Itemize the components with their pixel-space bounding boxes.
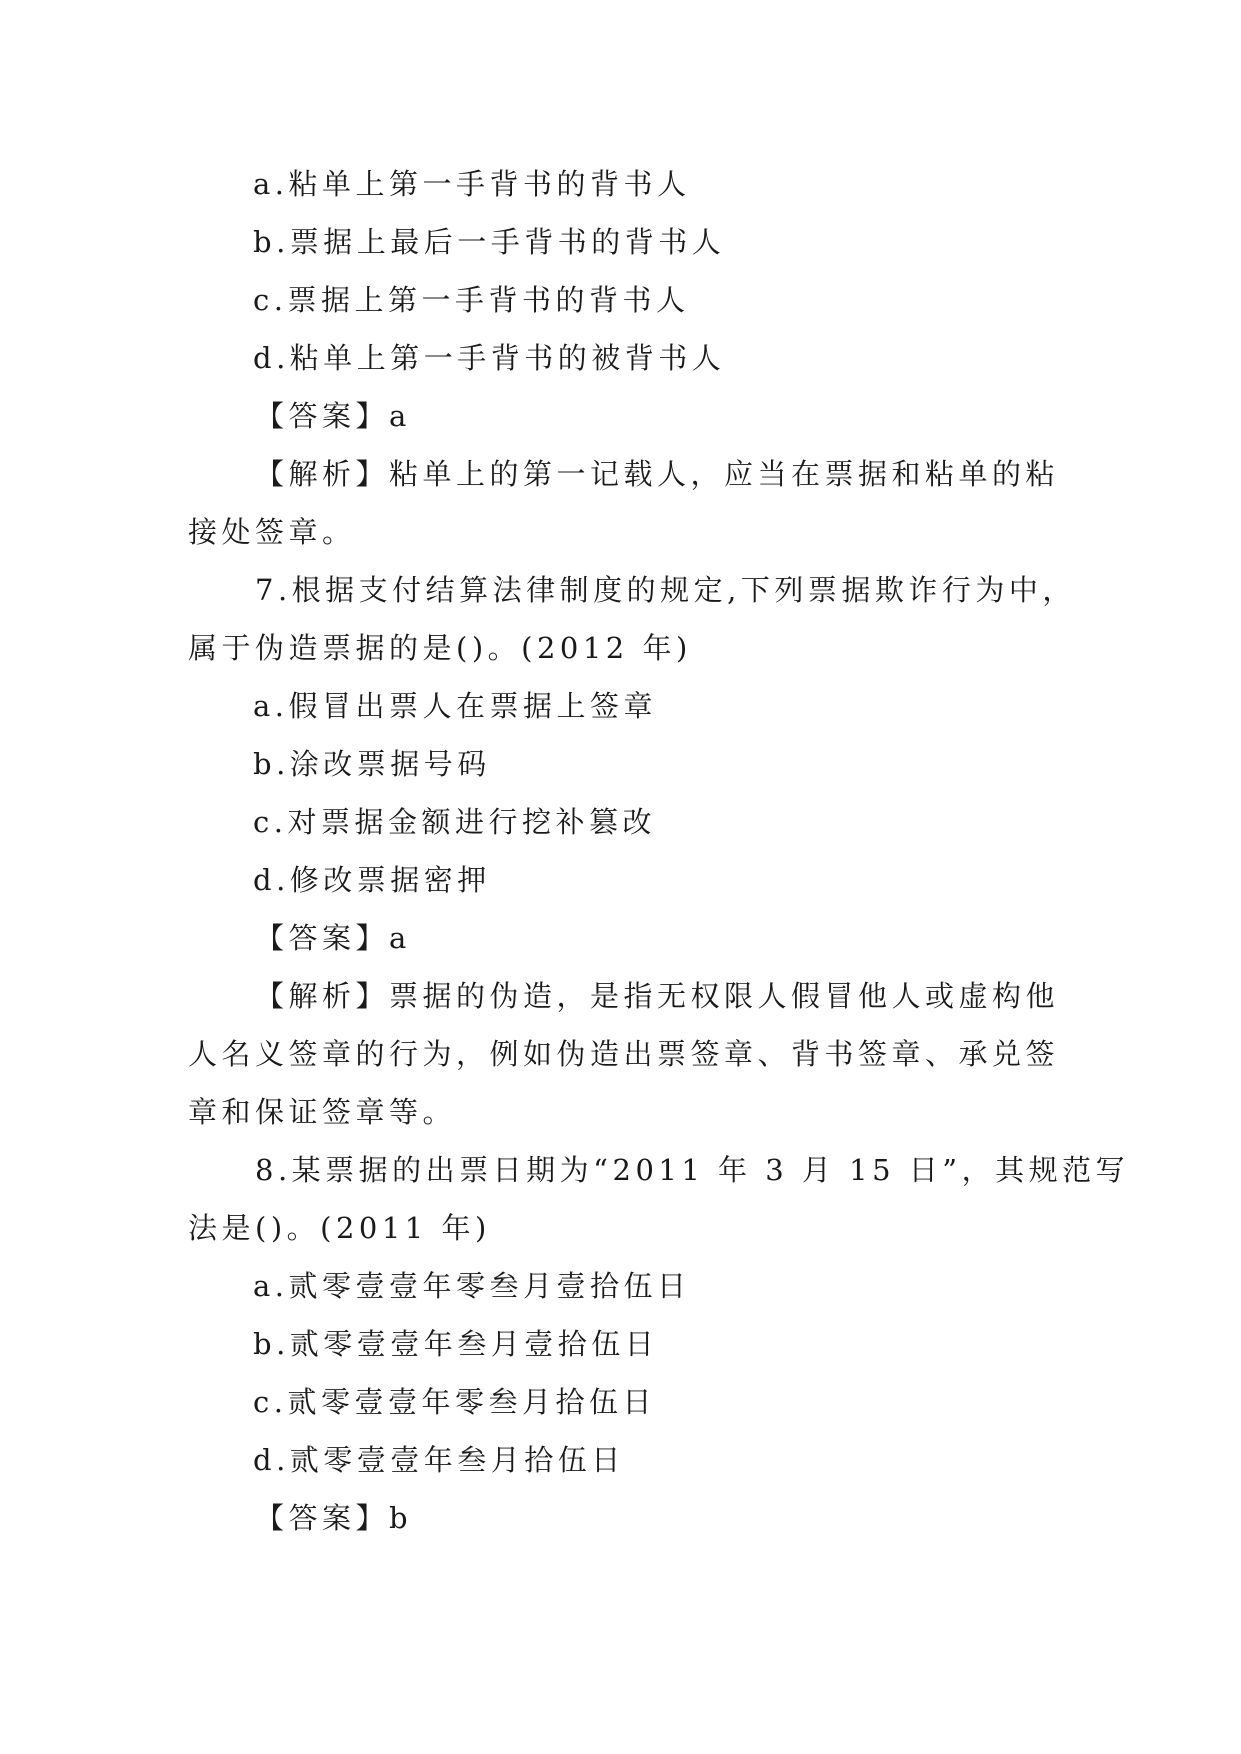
q6-answer: 【答案】a <box>255 399 411 433</box>
q7-analysis-line-2: 人名义签章的行为，例如伪造出票签章、背书签章、承兑签 <box>188 1037 1060 1071</box>
q7-option-d: d.修改票据密押 <box>253 863 491 897</box>
q8-option-d: d.贰零壹壹年叁月拾伍日 <box>253 1443 625 1477</box>
q6-analysis-line-1: 【解析】粘单上的第一记载人，应当在票据和粘单的粘 <box>255 457 1060 491</box>
q6-option-a: a.粘单上第一手背书的背书人 <box>253 167 691 201</box>
q8-stem-line-2: 法是()。(2011 年) <box>188 1211 491 1245</box>
q6-analysis-line-2: 接处签章。 <box>188 515 356 549</box>
q7-option-a: a.假冒出票人在票据上签章 <box>253 689 658 723</box>
q7-option-c: c.对票据金额进行挖补篡改 <box>253 805 656 839</box>
q7-stem-line-2: 属于伪造票据的是()。(2012 年) <box>188 631 692 665</box>
q8-option-b: b.贰零壹壹年叁月壹拾伍日 <box>253 1327 659 1361</box>
q8-stem-line-1: 8.某票据的出票日期为“2011 年 3 月 15 日”，其规范写 <box>255 1153 1130 1187</box>
q8-answer: 【答案】b <box>255 1501 413 1535</box>
q7-analysis-line-1: 【解析】票据的伪造，是指无权限人假冒他人或虚构他 <box>255 979 1060 1013</box>
q6-option-d: d.粘单上第一手背书的被背书人 <box>253 341 726 375</box>
q6-option-b: b.票据上最后一手背书的背书人 <box>253 225 726 259</box>
q7-analysis-line-3: 章和保证签章等。 <box>188 1095 457 1129</box>
q7-answer: 【答案】a <box>255 921 411 955</box>
q8-option-a: a.贰零壹壹年零叁月壹拾伍日 <box>253 1269 691 1303</box>
q8-option-c: c.贰零壹壹年零叁月拾伍日 <box>253 1385 656 1419</box>
q7-stem-line-1: 7.根据支付结算法律制度的规定,下列票据欺诈行为中， <box>255 573 1076 607</box>
q6-option-c: c.票据上第一手背书的背书人 <box>253 283 690 317</box>
q7-option-b: b.涂改票据号码 <box>253 747 491 781</box>
